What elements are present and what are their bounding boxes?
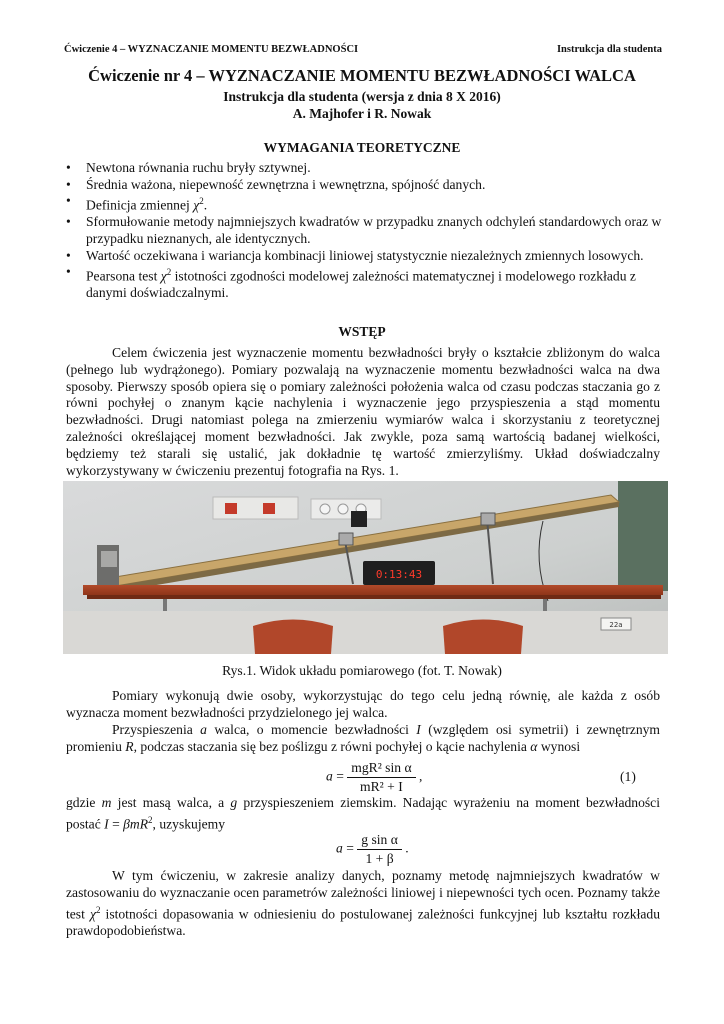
list-item	[66, 177, 666, 194]
room-sign: 22a	[609, 621, 623, 629]
var-a: a	[200, 722, 207, 737]
equation-1-label: (1)	[620, 769, 636, 784]
equation-1: a = $\frac{\text{mgR² sin α}}{\text{mR² + I}}$ ,	[326, 760, 423, 794]
var-m: m	[101, 795, 112, 810]
exponent: 2	[166, 267, 172, 278]
var-R: R	[125, 738, 134, 754]
requirements-heading: WYMAGANIA TEORETYCZNE	[263, 140, 461, 155]
chi-symbol: χ	[193, 197, 200, 213]
document-subtitle: Instrukcja dla studenta (wersja z dnia 8 X 2016)	[223, 89, 501, 104]
list-item	[66, 264, 666, 302]
text-run: walca, o momencie bezwładności	[206, 722, 417, 737]
list-item-text: Pearsona test	[86, 268, 161, 284]
list-item-text: istotności zgodności modelowej zależności matematycznej i modelowego rozkładu z danymi doświadczalnymi.	[86, 268, 636, 301]
eq1-numerator: mgR² sin α	[347, 760, 415, 778]
var-alpha: α	[530, 738, 538, 754]
paragraph-measurements: Pomiary wykonują dwie osoby, wykorzystując do tego celu jedną równię, ale każda z osób wyznacza moment bezwładności przydzielonego jej walca.	[66, 688, 660, 720]
equation-2: a = $\frac{\text{g sin α}}{1 + \beta}$ .	[336, 832, 409, 866]
eq1-denominator: mR² + I	[360, 779, 403, 794]
list-item-text: Sformułowanie metody najmniejszych kwadratów w przypadku znanych odchyleń standardowych oraz w przypadku nieznanych, ale identycznych.	[86, 214, 662, 246]
expr-beta-mR2: βmR	[123, 816, 149, 832]
header-left: Ćwiczenie 4 – WYZNACZANIE MOMENTU BEZWŁADNOŚCI	[64, 44, 359, 55]
list-item-text: Newtona równania ruchu bryły sztywnej.	[86, 160, 311, 175]
var-g: g	[230, 795, 238, 810]
figure-caption: Rys.1. Widok układu pomiarowego (fot. T. Nowak)	[222, 663, 502, 678]
var-I: I	[104, 816, 109, 832]
eq2-numerator: g sin α	[357, 832, 402, 850]
text-run: Przyspieszenia	[112, 722, 201, 737]
text-run: W tym ćwiczeniu, w zakresie analizy danych, poznamy metodę najmniejszych kwadratów w zastosowaniu do wyznaczanie ocen parametrów zależności liniowej i niepewności tych ocen. Poznamy także test	[66, 868, 660, 922]
apparatus-photo	[63, 481, 668, 654]
list-item	[66, 248, 666, 265]
list-item	[66, 160, 666, 177]
text-run: =	[108, 816, 124, 832]
requirements-list	[66, 160, 666, 302]
chi-symbol: χ	[89, 906, 96, 922]
period: .	[203, 197, 208, 213]
text-run: przyspieszeniem ziemskim. Nadając wyrażeniu na moment bezwładności postać	[66, 795, 660, 832]
chi-symbol: χ	[160, 268, 167, 284]
paragraph-acceleration	[66, 722, 660, 756]
timer-display: 0:13:43	[375, 568, 423, 581]
header-right: Instrukcja dla studenta	[556, 44, 662, 55]
running-header	[64, 44, 662, 58]
paragraph-least-squares	[66, 868, 660, 940]
text-run: , podczas staczania się bez poślizgu z równi pochyłej o kącie nachylenia	[133, 738, 531, 754]
document-authors: A. Majhofer i R. Nowak	[292, 106, 432, 121]
list-item-text: Wartość oczekiwana i wariancja kombinacji liniowej statystycznie niezależnych zmiennych losowych.	[86, 247, 644, 263]
list-item-text: Średnia ważona, niepewność zewnętrzna i wewnętrzna, spójność danych.	[86, 176, 486, 192]
exponent: 2	[199, 196, 204, 207]
text-run: jest masą walca, a	[111, 795, 231, 810]
text-run: istotności dopasowania w odniesieniu do postulowanej zależności funkcyjnej lub kształtu rozkładu prawdopodobieństwa.	[66, 906, 660, 938]
eq2-denominator: 1 + β	[365, 851, 394, 866]
text-run: (względem osi symetrii) i zewnętrznym promieniu	[66, 722, 660, 754]
text-run: gdzie	[66, 795, 102, 810]
intro-heading: WSTĘP	[338, 324, 386, 339]
list-item	[66, 193, 666, 214]
var-I: I	[416, 722, 421, 737]
exponent: 2	[95, 904, 101, 915]
list-item	[66, 214, 666, 247]
intro-paragraph: Celem ćwiczenia jest wyznaczenie momentu bezwładności bryły o kształcie zbliżonym do walca (pełnego lub wydrążonego). Pomiary pozwalają na wyznaczenie momentu bezwładności walca na dwa sposoby. Pierwszy sposób opiera się o pomiary zależności położenia walca od czasu podczas staczania go z równi pochyłej o znanym kącie nachylenia i wyznaczenie jego przyspieszenia a stąd momentu bezwładności. Drugi natomiast polega na zmierzeniu wymiarów walca i skorzystaniu z teoretycznej zależności określającej moment bezwładności. Jak zwykle, poza samą wartością badanej wielkości, będziemy też starali się ustalić, jak dokładnie tę wartość zmierzyliśmy. Układ doświadczalny wykorzystywany w ćwiczeniu prezentuj fotografia na Rys. 1.	[66, 345, 660, 478]
list-item-text: Definicja zmiennej	[86, 197, 194, 213]
text-run: wynosi	[537, 738, 581, 754]
text-run: , uzyskujemy	[152, 816, 226, 832]
paragraph-definitions: gdzie m jest masą walca, a g przyspieszeniem ziemskim. Nadając wyrażeniu na moment bezwładności postać I = βmR$^2$, uzyskujemy	[66, 795, 660, 832]
document-title: Ćwiczenie nr 4 – WYZNACZANIE MOMENTU BEZWŁADNOŚCI WALCA	[88, 66, 636, 85]
